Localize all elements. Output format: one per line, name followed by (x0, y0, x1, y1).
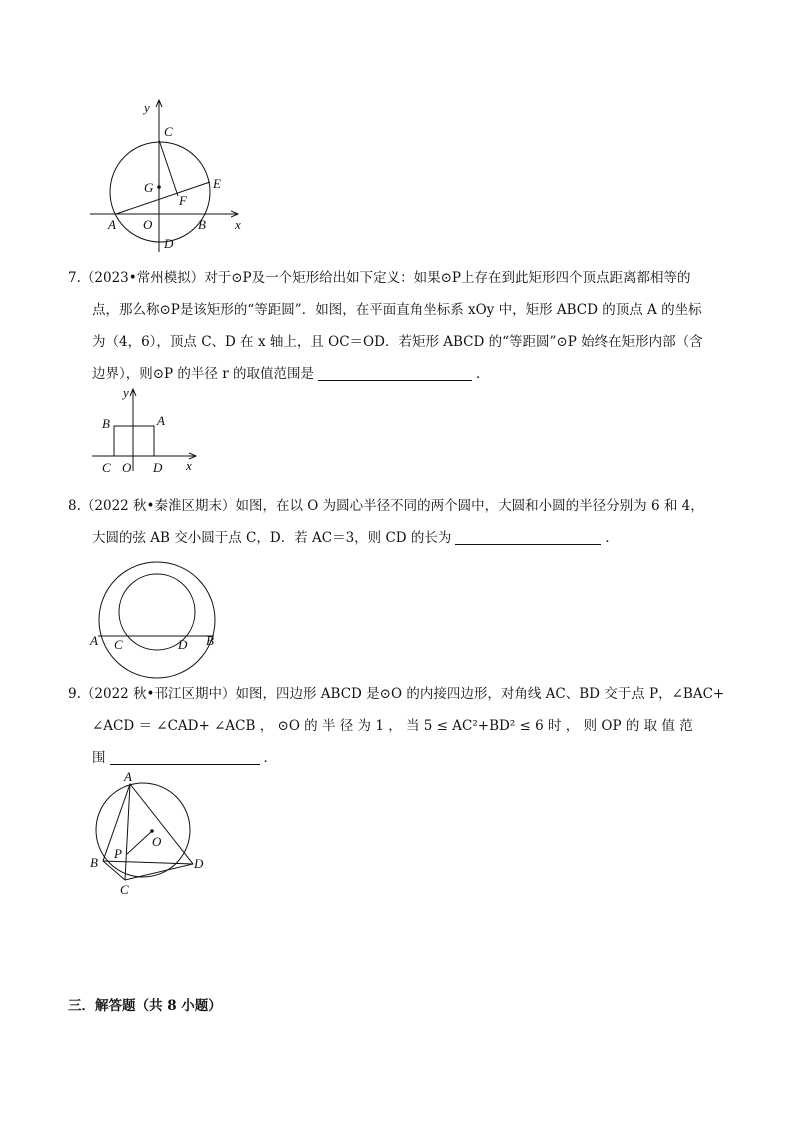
diagonal-bd (103, 861, 193, 864)
svg-text:C: C (114, 637, 123, 652)
svg-text:y: y (144, 100, 150, 115)
q8-source: （2022 秋•秦淮区期末） (80, 498, 236, 514)
svg-text:y: y (123, 385, 129, 400)
segment-op (127, 831, 152, 854)
svg-text:B: B (206, 633, 214, 648)
svg-text:P: P (114, 846, 122, 861)
svg-text:A: A (157, 413, 165, 428)
quadrilateral-abcd (103, 784, 193, 880)
q9-line2: ∠ACD ＝ ∠CAD+ ∠ACB ， ⊙O 的 半 径 为 1 ， 当 5 ≤ AC²+BD² ≤ 6 时 ， 则 OP 的 取 值 范 (92, 718, 693, 734)
svg-text:B: B (102, 416, 110, 431)
svg-text:O: O (122, 460, 132, 475)
rectangle-abcd (114, 426, 154, 456)
q7-line3: 为（4，6），顶点 C、D 在 x 轴上，且 OC＝OD．若矩形 ABCD 的“等距圆”⊙P 始终在矩形内部（含 (92, 334, 703, 350)
q7-number: 7. (68, 270, 81, 286)
svg-text:x: x (235, 217, 241, 232)
svg-text:A: A (90, 633, 98, 648)
q8-line2: 大圆的弦 AB 交小圆于点 C，D．若 AC＝3，则 CD 的长为 (92, 530, 452, 546)
q7-source: （2023•常州模拟） (80, 270, 205, 286)
section-heading: 三．解答题（共 8 小题） (68, 998, 222, 1014)
svg-text:B: B (90, 855, 98, 870)
q9-answer-blank[interactable] (110, 751, 260, 766)
svg-text:F: F (179, 193, 187, 208)
svg-text:D: D (194, 856, 204, 871)
figure-concentric-circles (86, 568, 226, 678)
question-9: 9.（2022 秋•邗江区期中）如图，四边形 ABCD 是⊙O 的内接四边形，对角线 AC、BD 交于点 P，∠BAC+ ∠ACD ＝ ∠CAD+ ∠ACB ， ⊙O 的 半 径 为 1 ， 当 5 ≤ AC²+BD² ≤ 6 时 ， 则 OP 的 取 值 范 围 ． (68, 678, 728, 774)
svg-text:E: E (213, 176, 221, 191)
q8-answer-blank[interactable] (455, 531, 601, 546)
large-circle (99, 562, 215, 678)
svg-text:G: G (144, 180, 154, 195)
figure-inscribed-quadrilateral (86, 768, 216, 898)
q8-line1: 如图，在以 O 为圆心半径不同的两个圆中，大圆和小圆的半径分别为 6 和 4， (235, 498, 704, 514)
q7-line2: 点，那么称⊙P是该矩形的“等距圆”．如图，在平面直角坐标系 xOy 中，矩形 ABCD 的顶点 A 的坐标 (92, 302, 702, 318)
svg-text:O: O (143, 217, 153, 232)
q7-line4: 边界），则⊙P 的半径 r 的取值范围是 (92, 366, 314, 382)
q8-number: 8. (68, 498, 81, 514)
svg-text:A: A (108, 217, 116, 232)
q9-number: 9. (68, 686, 81, 702)
point-o (150, 829, 154, 833)
segment-cf (159, 140, 178, 196)
q9-line3: 围 (92, 750, 106, 766)
figure-rectangle-axes (86, 385, 206, 475)
svg-text:A: A (124, 769, 132, 784)
svg-text:D: D (164, 236, 174, 251)
svg-text:x: x (186, 458, 192, 473)
q7-answer-blank[interactable] (318, 367, 472, 382)
circle-g (110, 142, 210, 242)
circle-o (96, 783, 190, 877)
svg-text:D: D (178, 637, 188, 652)
question-7: 7.（2023•常州模拟）对于⊙P及一个矩形给出如下定义：如果⊙P上存在到此矩形四个顶点距离都相等的 点，那么称⊙P是该矩形的“等距圆”．如图，在平面直角坐标系 xOy 中，矩形 ABCD 的顶点 A 的坐标 为（4，6），顶点 C、D 在 x 轴上，且 OC＝OD．若矩形 ABCD 的“等距圆”⊙P 始终在矩形内部（含 边界），则⊙P 的半径 r 的取值范围是 ． (68, 262, 728, 390)
diagonal-ac (125, 784, 130, 880)
svg-text:C: C (164, 124, 173, 139)
chord-ae (116, 182, 210, 214)
svg-text:C: C (120, 882, 129, 897)
point-g (157, 185, 161, 189)
svg-text:B: B (198, 217, 206, 232)
svg-text:O: O (152, 834, 162, 849)
q9-source: （2022 秋•邗江区期中） (80, 686, 236, 702)
q7-line1: 对于⊙P及一个矩形给出如下定义：如果⊙P上存在到此矩形四个顶点距离都相等的 (204, 270, 691, 286)
svg-text:C: C (102, 460, 111, 475)
svg-text:D: D (153, 460, 163, 475)
q9-line1: 如图，四边形 ABCD 是⊙O 的内接四边形，对角线 AC、BD 交于点 P，∠BAC+ (235, 686, 725, 702)
question-8: 8.（2022 秋•秦淮区期末）如图，在以 O 为圆心半径不同的两个圆中，大圆和小圆的半径分别为 6 和 4， 大圆的弦 AB 交小圆于点 C，D．若 AC＝3，则 CD 的长为 ． (68, 498, 704, 546)
figure-circle-axes (80, 92, 260, 262)
